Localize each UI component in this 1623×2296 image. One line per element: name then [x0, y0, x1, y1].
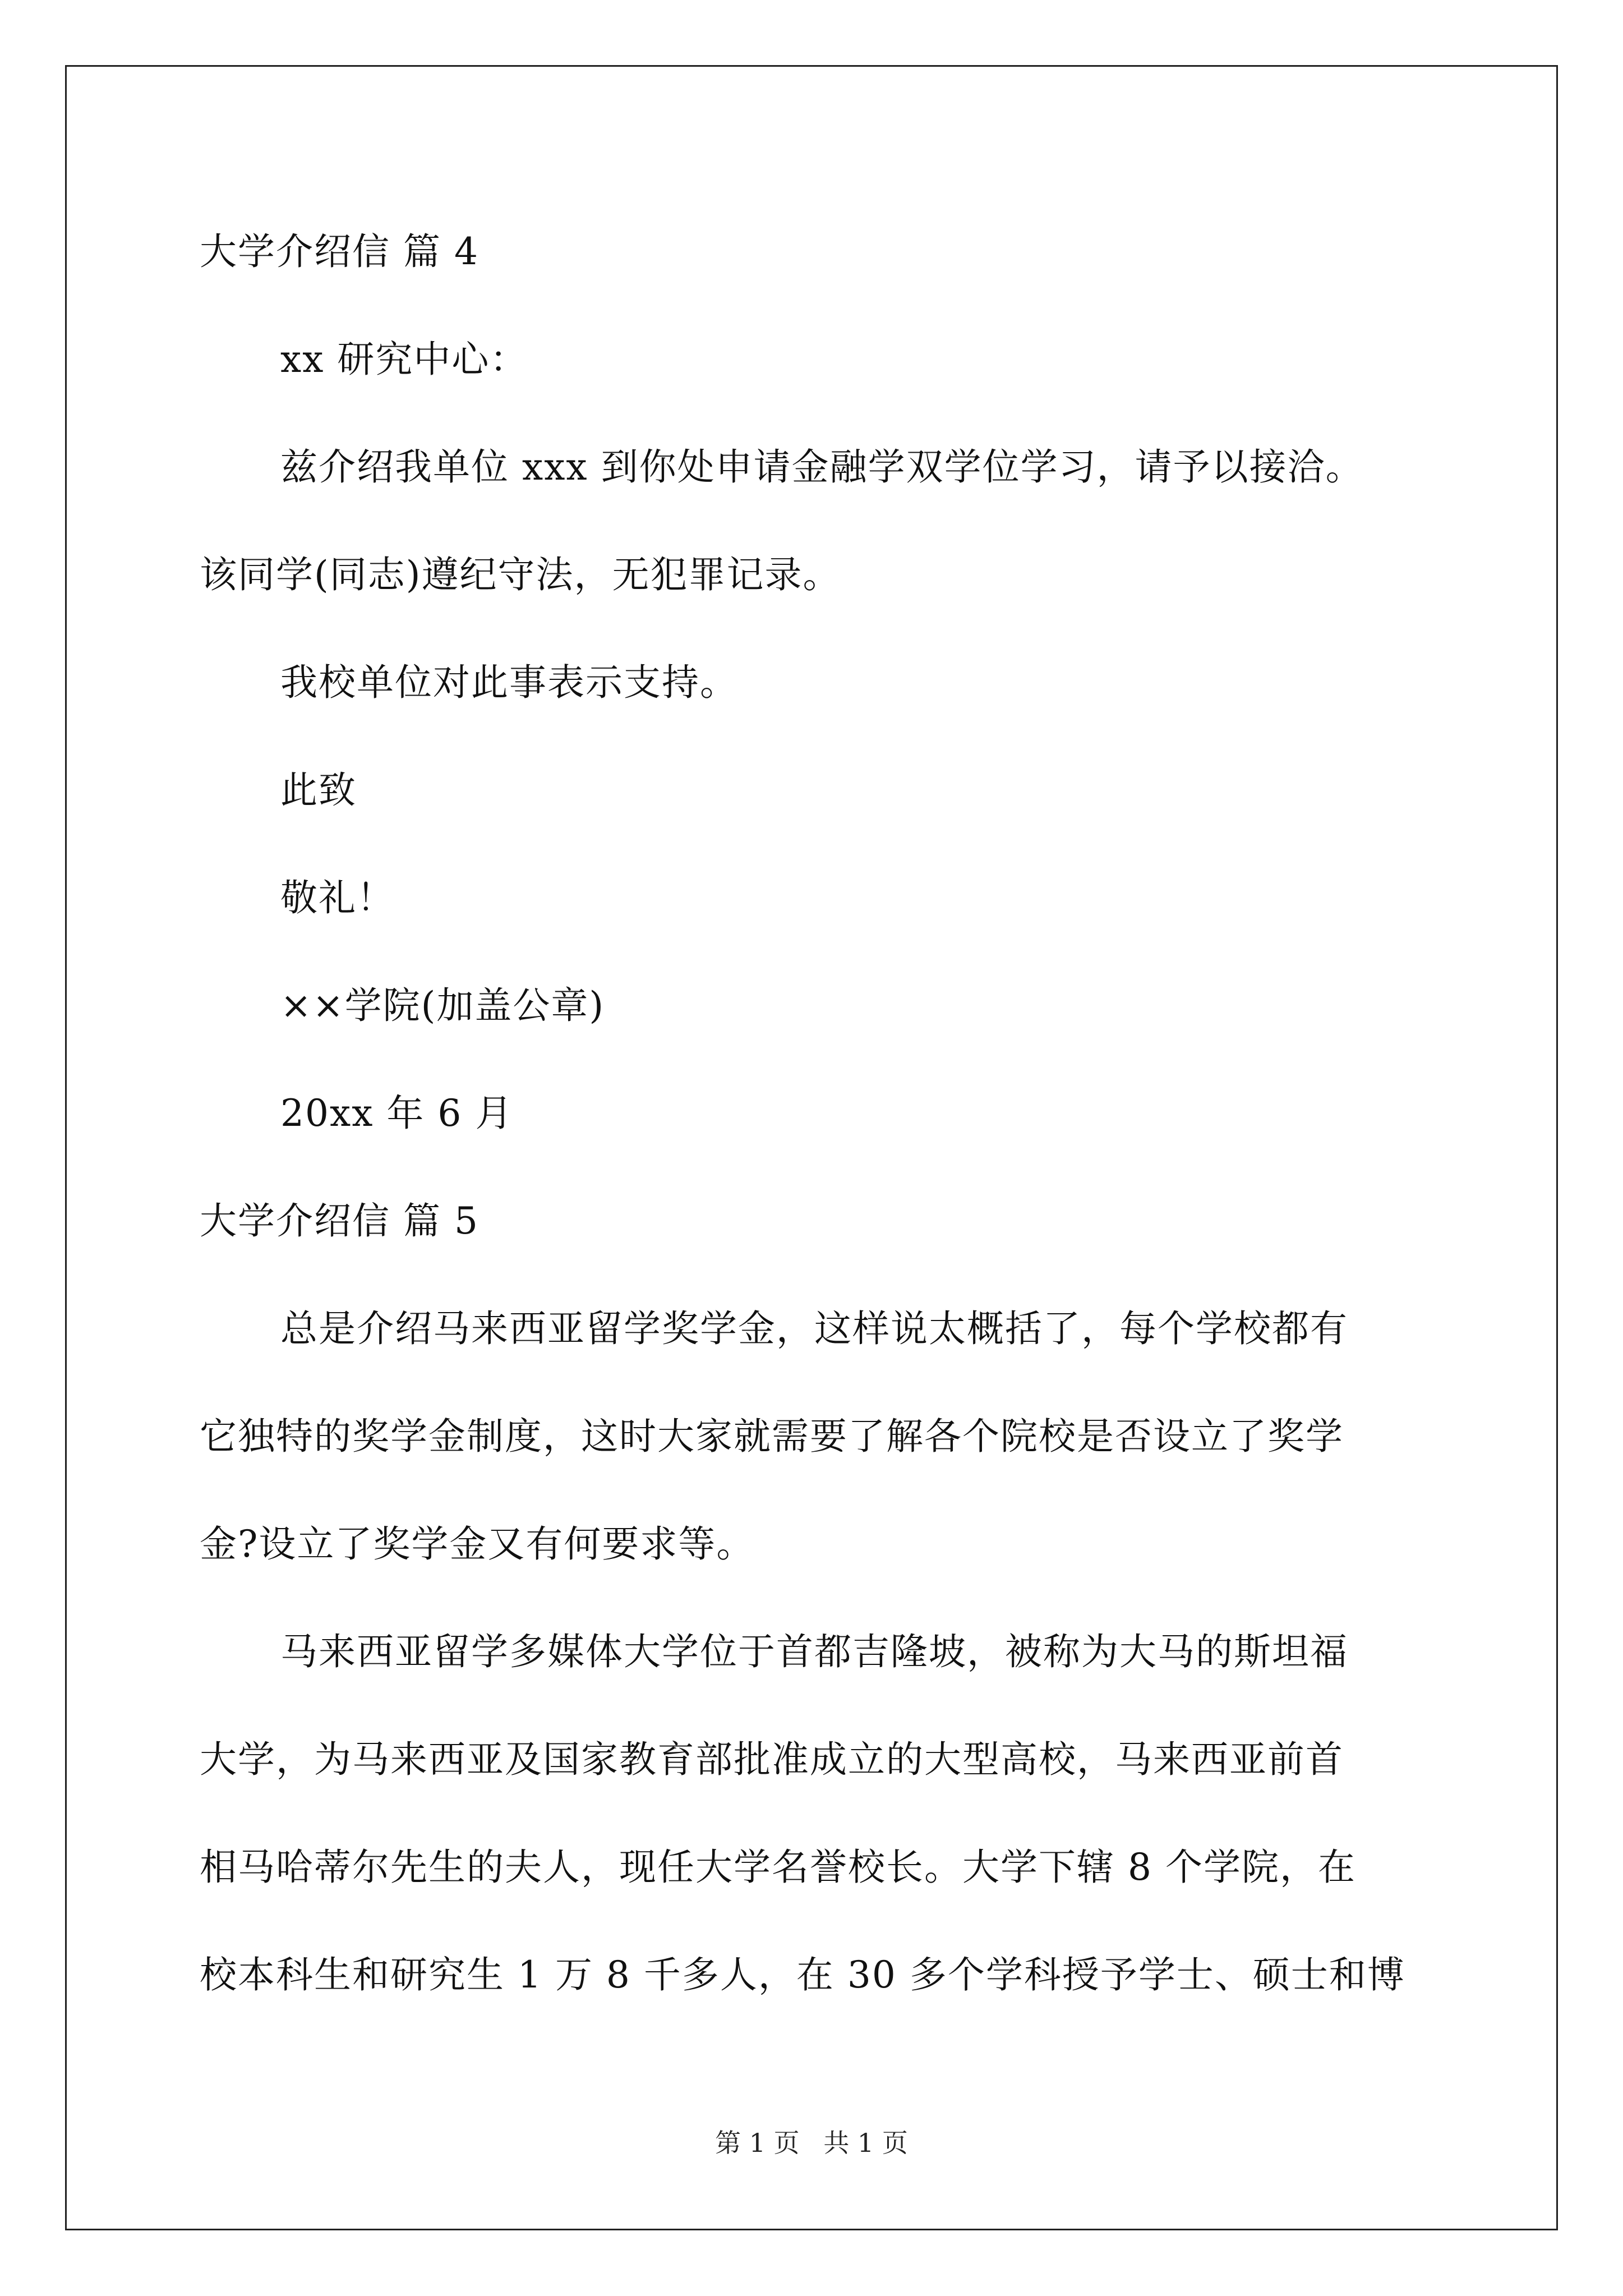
page-footer [0, 2126, 1623, 2160]
section5-p2-line: 马来西亚留学多媒体大学位于首都吉隆坡，被称为大马的斯坦福 [280, 1630, 1348, 1673]
section4-closing1: 此致 [280, 769, 357, 812]
page-number-current: 第 1 页 [715, 2128, 800, 2158]
section4-recipient: xx 研究中心： [280, 338, 528, 381]
page-number-total: 共 1 页 [823, 2128, 908, 2158]
section4-closing2: 敬礼！ [280, 876, 395, 919]
section5-p1-line: 总是介绍马来西亚留学奖学金，这样说太概括了，每个学校都有 [280, 1307, 1348, 1350]
section4-heading: 大学介绍信 篇 4 [200, 230, 479, 273]
section5-heading: 大学介绍信 篇 5 [200, 1199, 479, 1243]
section5-p2-line: 相马哈蒂尔先生的夫人，现任大学名誉校长。大学下辖 8 个学院，在 [200, 1846, 1356, 1889]
section4-body-line2: 该同学(同志)遵纪守法，无犯罪记录。 [200, 553, 841, 596]
page-border [65, 65, 1558, 2230]
section5-p1-line: 它独特的奖学金制度，这时大家就需要了解各个院校是否设立了奖学 [200, 1415, 1344, 1458]
section4-body-line1: 兹介绍我单位 xxx 到你处申请金融学双学位学习，请予以接洽。 [280, 445, 1364, 489]
section4-support: 我校单位对此事表示支持。 [280, 661, 738, 704]
section5-p1-line: 金?设立了奖学金又有何要求等。 [200, 1522, 755, 1566]
section4-date: 20xx 年 6 月 [280, 1092, 514, 1135]
section4-signature: ××学院(加盖公章) [280, 984, 605, 1027]
section5-p2-line: 大学，为马来西亚及国家教育部批准成立的大型高校，马来西亚前首 [200, 1738, 1344, 1781]
section5-p2-line: 校本科生和研究生 1 万 8 千多人，在 30 多个学科授予学士、硕士和博 [200, 1953, 1405, 1996]
